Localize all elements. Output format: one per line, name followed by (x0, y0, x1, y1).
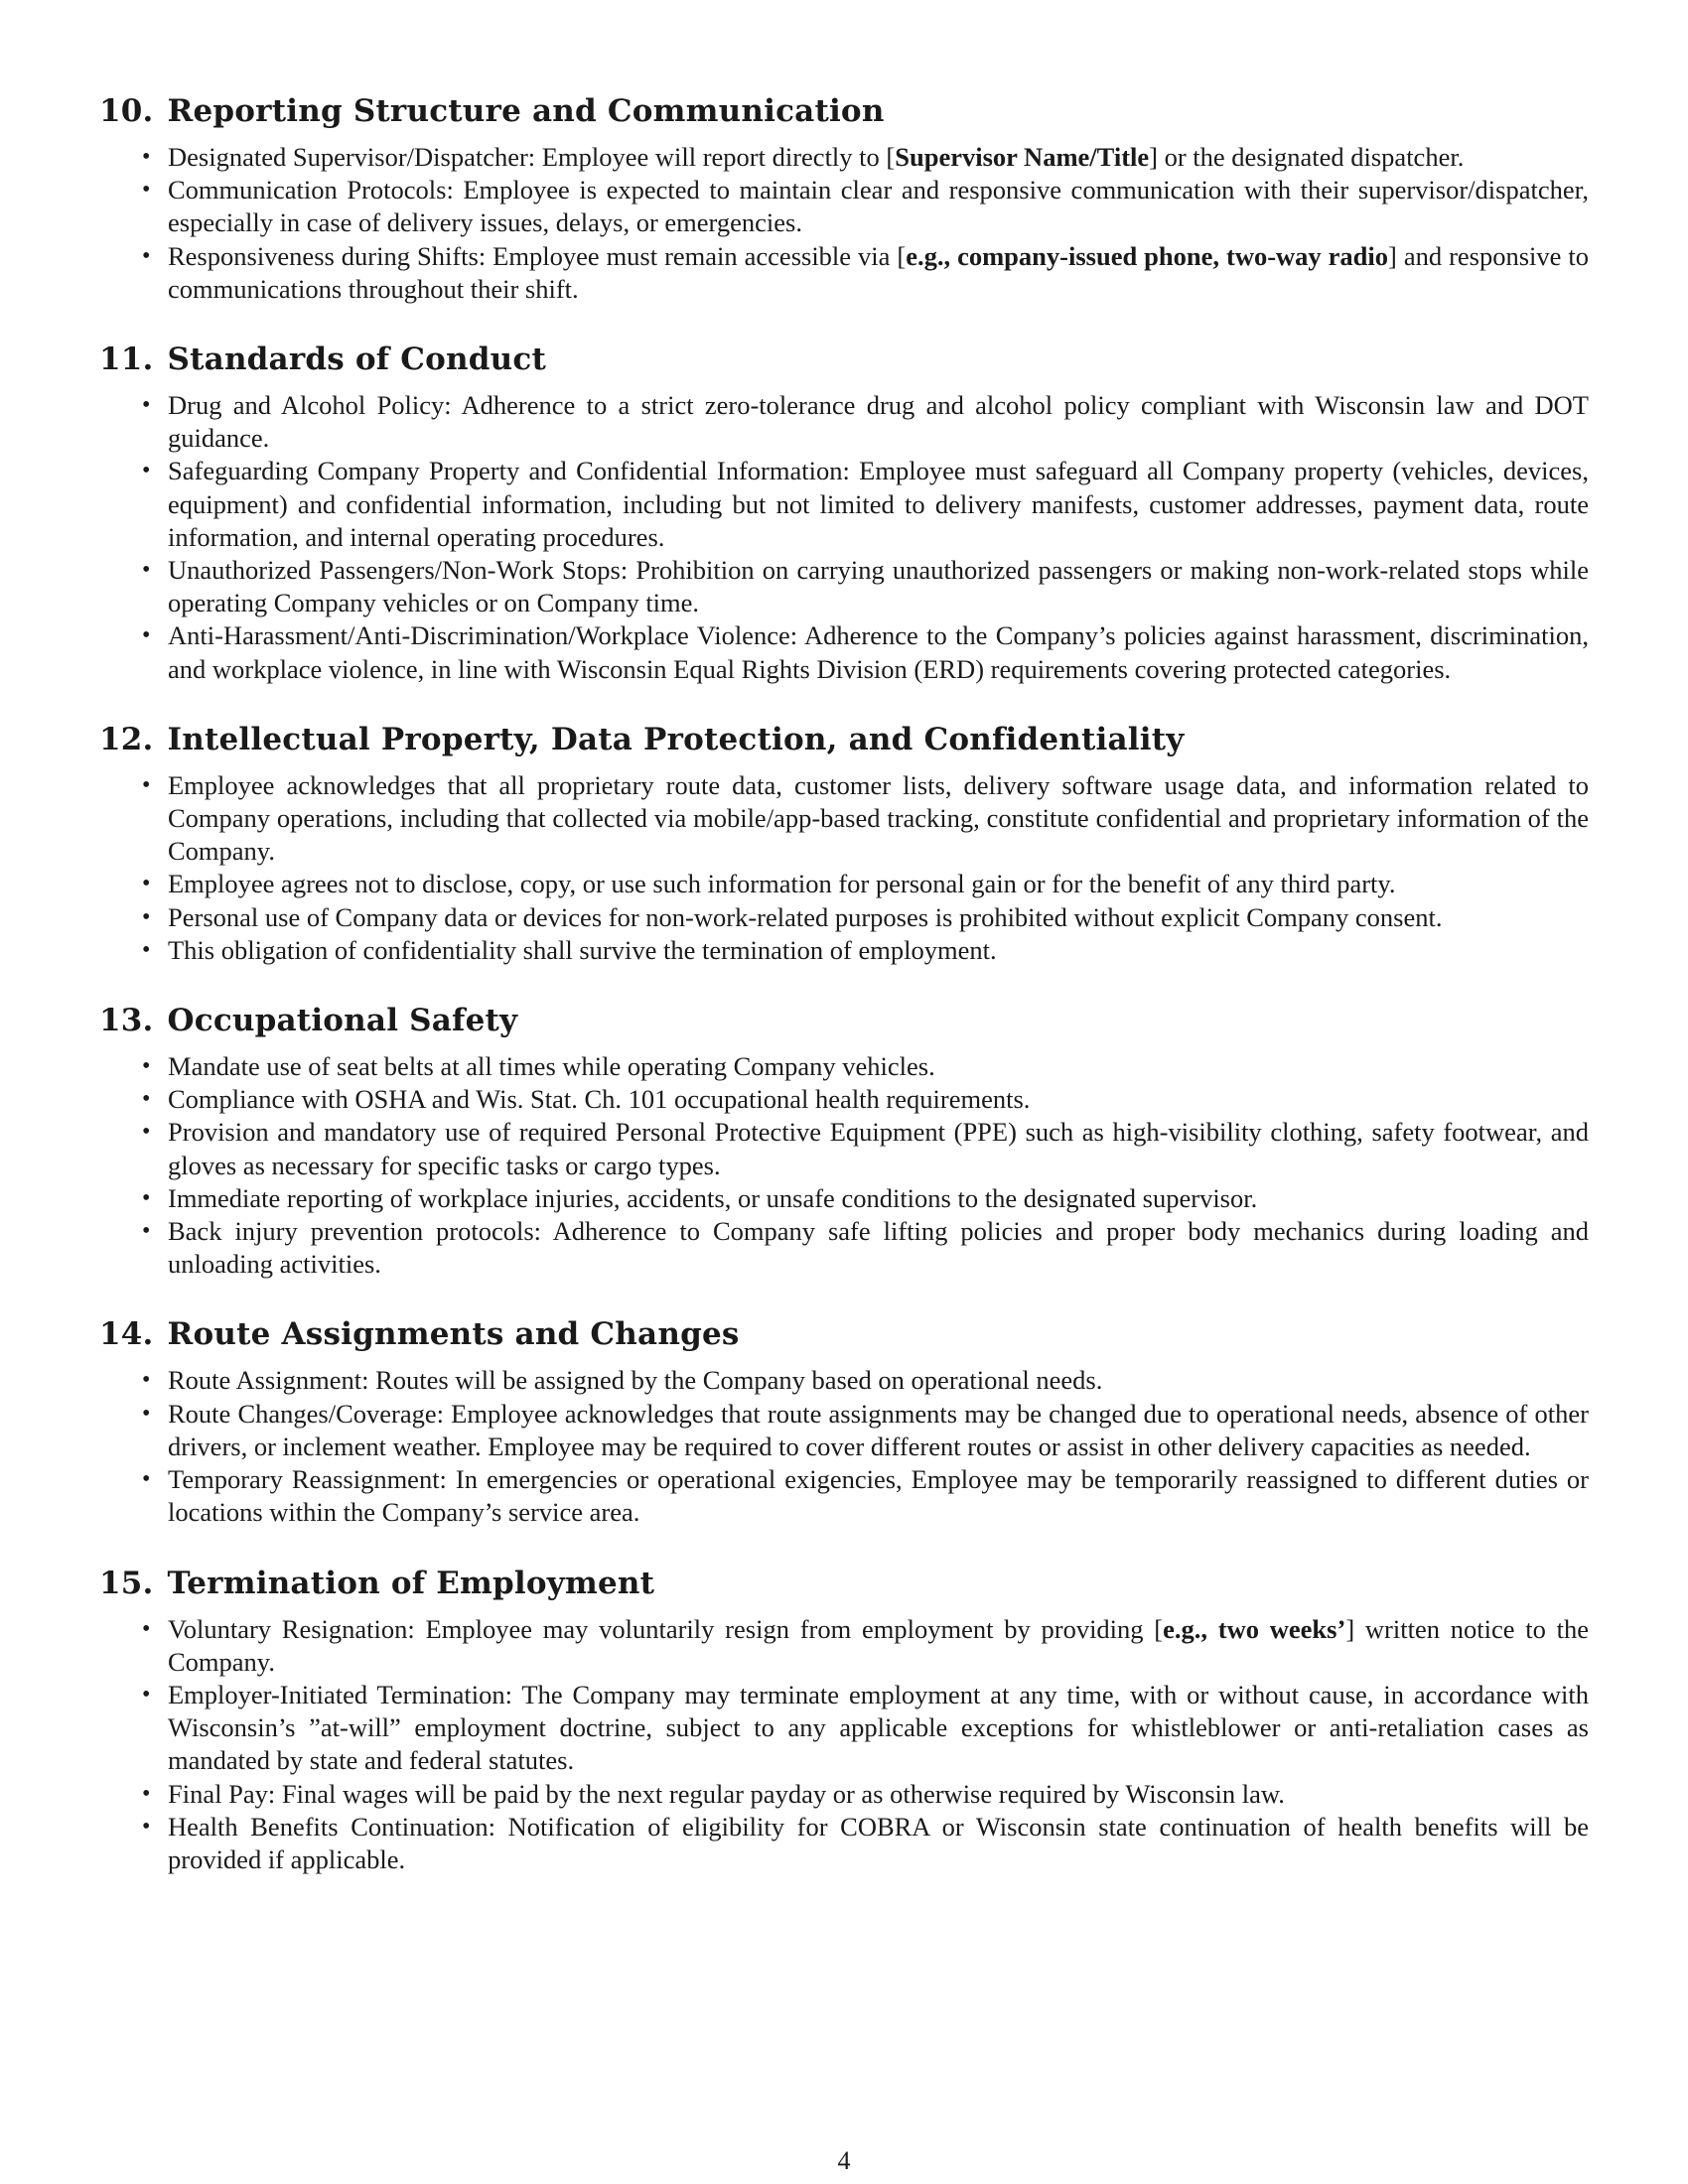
section (99, 340, 1589, 686)
item-text: Responsiveness during Shifts: Employee must remain accessible via [ (168, 240, 907, 271)
item-text: Mandate use of seat belts at all times while operating Company vehicles. (168, 1051, 935, 1082)
section-number: 15. (99, 1565, 154, 1601)
item-text: Health Benefits Continuation: Notification of eligibility for COBRA or Wisconsin state continuation of health benefits will be provided if applicable. (168, 1811, 1589, 1874)
list-item (99, 1679, 1589, 1778)
list-item (99, 1083, 1589, 1116)
bullet-icon: • (142, 392, 151, 419)
bullet-icon: • (142, 1184, 151, 1211)
bullet-icon: • (142, 622, 151, 649)
item-text: Route Assignment: Routes will be assigned by the Company based on operational needs. (168, 1365, 1103, 1396)
bullet-icon: • (142, 1367, 151, 1394)
section-title: Occupational Safety (167, 1003, 518, 1039)
bullet-list (99, 1613, 1589, 1877)
list-item (99, 389, 1589, 455)
bullet-icon: • (142, 177, 151, 204)
bullet-list (99, 141, 1589, 306)
list-item (99, 769, 1589, 869)
item-text: Designated Supervisor/Dispatcher: Employee will report directly to [ (168, 142, 896, 172)
bullet-icon: • (142, 144, 151, 170)
item-text: Drug and Alcohol Policy: Adherence to a strict zero-tolerance drug and alcohol policy compliant with Wisconsin law and DOT guidance. (168, 390, 1589, 454)
item-text: Communication Protocols: Employee is expected to maintain clear and responsive communication with their supervisor/dispatcher, especially in case of delivery issues, delays, or emergencies. (168, 175, 1589, 238)
section-heading (99, 720, 1589, 759)
item-text: ] and responsive to communications throughout their shift. (168, 240, 1590, 304)
list-item (99, 934, 1589, 967)
item-text: Personal use of Company data or devices for non-work-related purposes is prohibited without explicit Company consent. (168, 901, 1443, 932)
section-number: 14. (99, 1316, 154, 1353)
section (99, 1001, 1589, 1281)
item-text: ] or the designated dispatcher. (1149, 142, 1465, 172)
list-item (99, 240, 1589, 306)
bullet-list (99, 1364, 1589, 1529)
section-heading (99, 91, 1589, 131)
bullet-icon: • (142, 1780, 151, 1807)
bullet-icon: • (142, 936, 151, 963)
item-text: Unauthorized Passengers/Non-Work Stops: Prohibition on carrying unauthorized passengers or making non-work-related stops while operating Company vehicles or on Company time. (168, 555, 1589, 618)
item-text: Anti-Harassment/Anti-Discrimination/Workplace Violence: Adherence to the Company’s policies against harassment, discrimination, and workplace violence, in line with Wisconsin Equal Rights Division (ERD) requirements covering protected categories. (168, 620, 1589, 684)
item-text: Provision and mandatory use of required Personal Protective Equipment (PPE) such as high-visibility clothing, safety footwear, and gloves as necessary for specific tasks or cargo types. (168, 1117, 1589, 1180)
section-title: Termination of Employment (167, 1565, 655, 1601)
section (99, 720, 1589, 967)
section-number: 12. (99, 721, 154, 757)
bullet-icon: • (142, 1086, 151, 1113)
list-item (99, 1613, 1589, 1679)
section-heading (99, 340, 1589, 379)
section-heading (99, 1314, 1589, 1354)
document-page (99, 91, 1589, 1910)
list-item (99, 1215, 1589, 1281)
item-text: Employee agrees not to disclose, copy, or use such information for personal gain or for the benefit of any third party. (168, 869, 1396, 899)
item-text: Temporary Reassignment: In emergencies or operational exigencies, Employee may be temporarily reassigned to different duties or locations within the Company’s service area. (168, 1464, 1589, 1528)
bullet-icon: • (142, 1681, 151, 1707)
list-item (99, 1364, 1589, 1397)
item-text: Route Changes/Coverage: Employee acknowledges that route assignments may be changed due to operational needs, absence of other drivers, or inclement weather. Employee may be required to cover different routes or assist in other delivery capacities as needed. (168, 1398, 1589, 1461)
list-item (99, 868, 1589, 900)
section-heading (99, 1564, 1589, 1603)
bullet-icon: • (142, 871, 151, 897)
bullet-icon: • (142, 1119, 151, 1146)
list-item (99, 1398, 1589, 1463)
bullet-icon: • (142, 1218, 151, 1245)
bullet-icon: • (142, 242, 151, 269)
bullet-icon: • (142, 557, 151, 584)
section-title: Reporting Structure and Communication (167, 93, 885, 129)
section (99, 91, 1589, 306)
bullet-icon: • (142, 458, 151, 484)
list-item (99, 455, 1589, 554)
list-item (99, 901, 1589, 934)
section-title: Intellectual Property, Data Protection, and Confidentiality (167, 721, 1185, 757)
section (99, 1314, 1589, 1529)
placeholder-text: e.g., company-issued phone, two-way radio (906, 240, 1389, 271)
bullet-icon: • (142, 1400, 151, 1427)
section-heading (99, 1001, 1589, 1040)
bullet-list (99, 769, 1589, 967)
placeholder-text: e.g., two weeks’ (1163, 1613, 1346, 1644)
list-item (99, 174, 1589, 239)
list-item (99, 1116, 1589, 1181)
section-number: 11. (99, 341, 154, 378)
bullet-list (99, 1050, 1589, 1281)
list-item (99, 619, 1589, 685)
section (99, 1564, 1589, 1877)
bullet-icon: • (142, 1615, 151, 1642)
section-title: Standards of Conduct (167, 341, 546, 378)
list-item (99, 1463, 1589, 1529)
list-item (99, 1778, 1589, 1811)
item-text: Immediate reporting of workplace injuries, accidents, or unsafe conditions to the designated supervisor. (168, 1182, 1258, 1213)
item-text: Voluntary Resignation: Employee may voluntarily resign from employment by providing [ (168, 1613, 1164, 1644)
item-text: Employee acknowledges that all proprietary route data, customer lists, delivery software usage data, and information related to Company operations, including that collected via mobile/app-based tracking, constitute confidential and proprietary information of the Company. (168, 769, 1589, 867)
list-item (99, 1050, 1589, 1083)
list-item (99, 141, 1589, 174)
placeholder-text: Supervisor Name/Title (895, 142, 1150, 172)
item-text: Back injury prevention protocols: Adherence to Company safe lifting policies and proper body mechanics during loading and unloading activities. (168, 1216, 1589, 1280)
list-item (99, 554, 1589, 619)
item-text: Employer-Initiated Termination: The Company may terminate employment at any time, with or without cause, in accordance with Wisconsin’s ”at-will” employment doctrine, subject to any applicable exceptions for whistleblower or anti-retaliation cases as mandated by state and federal statutes. (168, 1679, 1589, 1776)
item-text: ] written notice to the Company. (168, 1613, 1590, 1677)
section-number: 13. (99, 1003, 154, 1039)
bullet-icon: • (142, 1466, 151, 1493)
bullet-icon: • (142, 1053, 151, 1080)
section-title: Route Assignments and Changes (167, 1316, 740, 1353)
bullet-icon: • (142, 1813, 151, 1840)
list-item (99, 1182, 1589, 1215)
section-number: 10. (99, 93, 154, 129)
item-text: Compliance with OSHA and Wis. Stat. Ch. 101 occupational health requirements. (168, 1084, 1031, 1115)
sections-container (99, 91, 1589, 1876)
bullet-icon: • (142, 771, 151, 798)
list-item (99, 1811, 1589, 1876)
item-text: This obligation of confidentiality shall survive the termination of employment. (168, 934, 997, 965)
page-number: 4 (837, 2146, 851, 2175)
item-text: Final Pay: Final wages will be paid by the next regular payday or as otherwise required by Wisconsin law. (168, 1778, 1285, 1809)
bullet-icon: • (142, 903, 151, 930)
item-text: Safeguarding Company Property and Confidential Information: Employee must safeguard all Company property (vehicles, devices, equipment) and confidential information, including but not limited to delivery manifests, customer addresses, payment data, route information, and internal operating procedures. (168, 456, 1589, 552)
bullet-list (99, 389, 1589, 686)
